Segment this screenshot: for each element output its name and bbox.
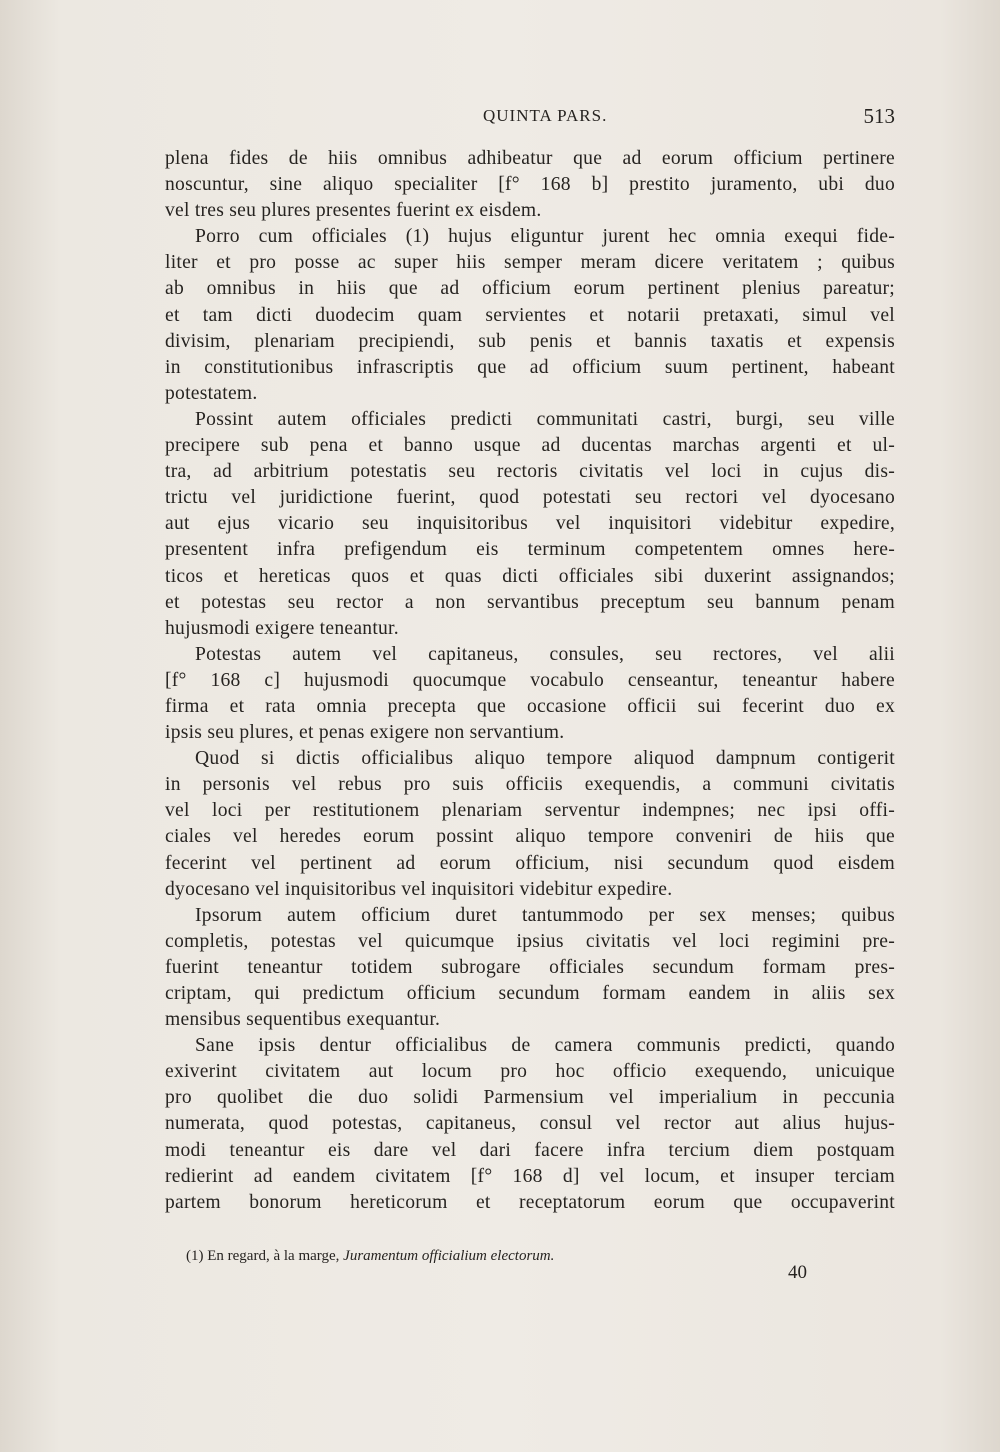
- text-line: partem bonorum hereticorum et receptatorum eorum que occupaverint: [165, 1191, 895, 1213]
- text-line: ticos et hereticas quos et quas dicti officiales sibi duxerint assignandos;: [165, 565, 895, 587]
- text-line: mensibus sequentibus exequantur.: [165, 1009, 441, 1031]
- text-line: presentent infra prefigendum eis terminum competentem omnes here-: [165, 539, 895, 561]
- text-line: firma et rata omnia precepta que occasione officii sui fecerint duo ex: [165, 695, 895, 717]
- text-line: in personis vel rebus pro suis officiis exequendis, a communi civitatis: [165, 774, 895, 796]
- text-line: ciales vel heredes eorum possint aliquo tempore conveniri de hiis que: [165, 826, 895, 848]
- text-line: liter et pro posse ac super hiis semper meram dicere veritatem ; quibus: [165, 252, 895, 274]
- page-header: [165, 104, 895, 134]
- text-line: ipsis seu plures, et penas exigere non servantium.: [165, 722, 565, 744]
- text-line: fuerint teneantur totidem subrogare officiales secundum formam pres-: [165, 956, 895, 978]
- signature-mark: 40: [788, 1262, 807, 1283]
- text-line: completis, potestas vel quicumque ipsius civitatis vel loci regimini pre-: [165, 930, 895, 952]
- running-title: QUINTA PARS.: [483, 106, 608, 125]
- footnote-italic-text: Juramentum officialium electorum.: [343, 1248, 555, 1264]
- text-line: et potestas seu rector a non servantibus preceptum seu bannum penam: [165, 591, 895, 613]
- text-line: fecerint vel pertinent ad eorum officium, nisi secundum quod eisdem: [165, 852, 895, 874]
- text-line: precipere sub pena et banno usque ad ducentas marchas argenti et ul-: [165, 435, 895, 457]
- text-line: criptam, qui predictum officium secundum formam eandem in aliis sex: [165, 983, 895, 1004]
- text-line: Sane ipsis dentur officialibus de camera communis predicti, quando: [195, 1035, 895, 1057]
- text-line: vel loci per restitutionem plenariam serventur indempnes; nec ipsi offi-: [165, 800, 895, 822]
- text-line: Possint autem officiales predicti communitati castri, burgi, seu ville: [195, 408, 895, 430]
- footnote-prefix: (1) En regard, à la marge,: [186, 1248, 340, 1264]
- text-line: vel tres seu plures presentes fuerint ex eisdem.: [165, 200, 542, 222]
- text-line: trictu vel juridictione fuerint, quod potestati seu rectori vel dyocesano: [165, 487, 895, 509]
- text-line: redierint ad eandem civitatem [f° 168 d] vel locum, et insuper terciam: [165, 1165, 895, 1187]
- footnote: [186, 1248, 554, 1265]
- text-line: divisim, plenariam precipiendi, sub penis et bannis taxatis et expensis: [165, 330, 895, 352]
- text-line: Porro cum officiales (1) hujus eliguntur jurent hec omnia exequi fide-: [195, 226, 895, 248]
- text-line: in constitutionibus infrascriptis que ad officium suum pertinent, habeant: [165, 356, 895, 378]
- text-line: Quod si dictis officialibus aliquo tempore aliquod dampnum contigerit: [195, 748, 895, 770]
- body-text: [165, 146, 895, 1216]
- text-line: aut ejus vicario seu inquisitoribus vel inquisitori videbitur expedire,: [165, 513, 895, 535]
- text-line: [f° 168 c] hujusmodi quocumque vocabulo censeantur, teneantur habere: [165, 669, 895, 691]
- text-line: Ipsorum autem officium duret tantummodo per sex menses; quibus: [195, 904, 895, 926]
- text-line: dyocesano vel inquisitoribus vel inquisitori videbitur expedire.: [165, 878, 673, 900]
- text-line: plena fides de hiis omnibus adhibeatur que ad eorum officium pertinere: [165, 148, 895, 169]
- text-line: hujusmodi exigere teneantur.: [165, 617, 399, 639]
- text-line: tra, ad arbitrium potestatis seu rectoris civitatis vel loci in cujus dis-: [165, 461, 895, 483]
- text-line: numerata, quod potestas, capitaneus, consul vel rector aut alius hujus-: [165, 1113, 895, 1135]
- page-number: 513: [863, 104, 895, 128]
- text-line: Potestas autem vel capitaneus, consules, seu rectores, vel alii: [195, 643, 895, 665]
- text-line: exiverint civitatem aut locum pro hoc officio exequendo, unicuique: [165, 1061, 895, 1083]
- text-line: potestatem.: [165, 382, 258, 404]
- text-line: pro quolibet die duo solidi Parmensium vel imperialium in peccunia: [165, 1087, 895, 1109]
- text-line: et tam dicti duodecim quam servientes et notarii pretaxati, simul vel: [165, 304, 895, 326]
- text-line: ab omnibus in hiis que ad officium eorum pertinent plenius pareatur;: [165, 278, 895, 300]
- text-line: noscuntur, sine aliquo specialiter [f° 168 b] prestito juramento, ubi duo: [165, 174, 895, 196]
- text-line: modi teneantur eis dare vel dari facere infra tercium diem postquam: [165, 1139, 895, 1161]
